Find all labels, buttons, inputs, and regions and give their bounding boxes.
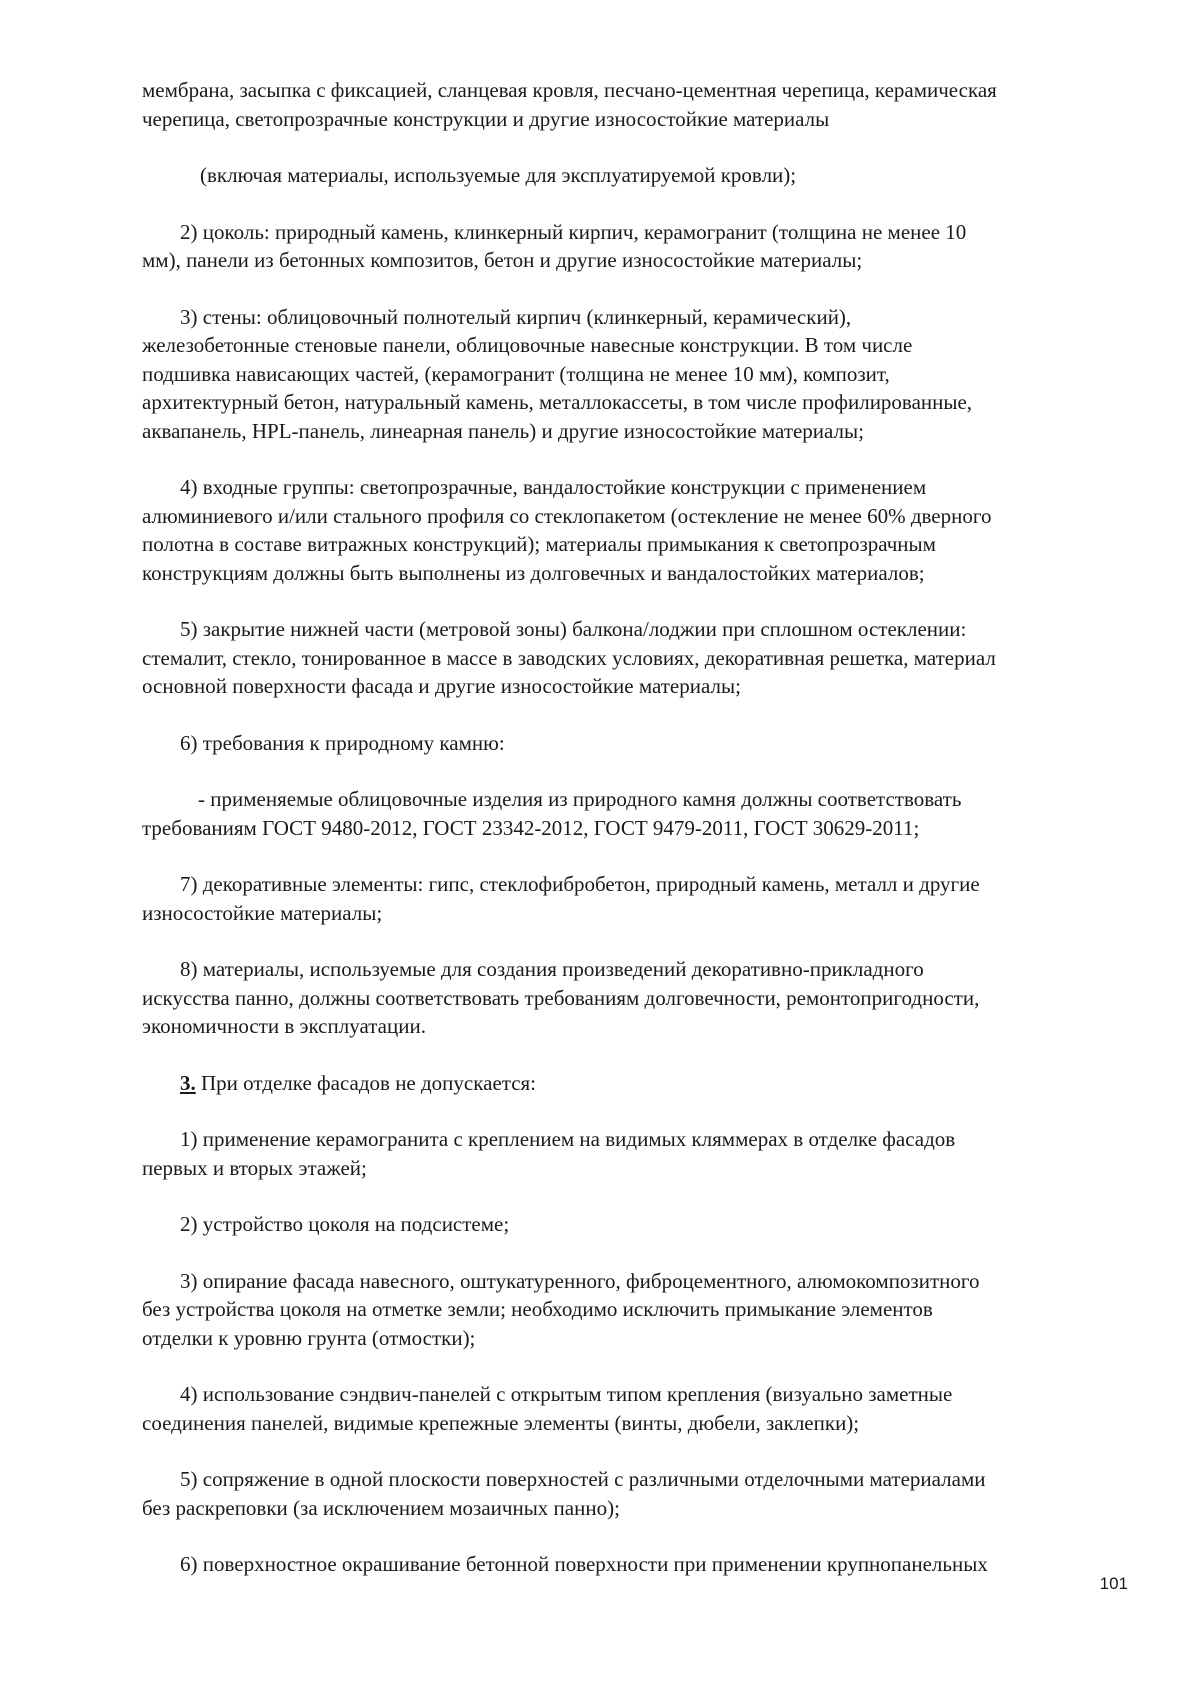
text-line: 3) стены: облицовочный полнотелый кирпич (клинкерный, керамический),: [180, 304, 852, 329]
text-line: 1) применение керамогранита с креплением на видимых кляммерах в отделке фасадов: [180, 1127, 956, 1151]
list-item-panel-art-materials: [142, 955, 1142, 1041]
text-line: 8) материалы, используемые для создания произведений декоративно-прикладного: [180, 957, 924, 981]
list-item-stone-standards: [142, 785, 1142, 842]
text-line: полотна в составе витражных конструкций); материалы примыкания к светопрозрачным: [142, 532, 936, 556]
prohibited-item-porcelain-clamps: [142, 1125, 1142, 1182]
text-line: - применяемые облицовочные изделия из природного камня должны соответствовать: [198, 787, 962, 811]
prohibited-item-sandwich-panels: [142, 1380, 1142, 1437]
prohibited-item-surface-junction: [142, 1465, 1142, 1522]
text-line: аквапанель, HPL-панель, линеарная панель) и другие износостойкие материалы;: [142, 418, 864, 443]
text-line: без раскреповки (за исключением мозаичных панно);: [142, 1495, 620, 1520]
text-line: соединения панелей, видимые крепежные элементы (винты, дюбели, заклепки);: [142, 1410, 860, 1435]
text-line: мембрана, засыпка с фиксацией, сланцевая кровля, песчано-цементная черепица, керамическая: [142, 78, 997, 102]
text-line: 2) цоколь: природный камень, клинкерный кирпич, керамогранит (толщина не менее 10: [180, 219, 967, 244]
text-line: требованиям ГОСТ 9480-2012, ГОСТ 23342-2012, ГОСТ 9479-2011, ГОСТ 30629-2011;: [142, 815, 920, 840]
list-item-decorative-elements: [142, 870, 1142, 927]
text-line: конструкциям должны быть выполнены из долговечных и вандалостойких материалов;: [142, 560, 925, 585]
text-line: 5) закрытие нижней части (метровой зоны) балкона/лоджии при сплошном остеклении:: [180, 617, 967, 641]
paragraph-roofing-materials: [142, 76, 1142, 133]
document-body: [142, 76, 1142, 1607]
section-heading-line: [142, 1069, 1142, 1098]
text-line: подшивка нависающих частей, (керамогранит (толщина не менее 10 мм), композит,: [142, 361, 890, 386]
text-line: искусства панно, должны соответствовать требованиям долговечности, ремонтопригодности,: [142, 985, 980, 1010]
text-line: 5) сопряжение в одной плоскости поверхностей с различными отделочными материалами: [180, 1467, 986, 1491]
list-item-balcony-closure: [142, 615, 1142, 701]
list-item-natural-stone: [142, 729, 1142, 758]
text-line: алюминиевого и/или стального профиля со стеклопакетом (остекление не менее 60% дверного: [142, 503, 992, 528]
prohibited-item-plinth-subsystem: [142, 1210, 1142, 1239]
page-number: 101: [1099, 1574, 1128, 1593]
list-item-entrance-groups: [142, 473, 1142, 587]
text-line: архитектурный бетон, натуральный камень, металлокассеты, в том числе профилированные,: [142, 390, 973, 414]
text-line: 6) поверхностное окрашивание бетонной поверхности при применении крупнопанельных: [180, 1552, 988, 1576]
text-line: износостойкие материалы;: [142, 900, 383, 925]
text-line: (включая материалы, используемые для эксплуатируемой кровли);: [200, 163, 797, 187]
text-line: экономичности в эксплуатации.: [142, 1014, 426, 1038]
section-heading: [142, 1069, 1142, 1098]
text-line: отделки к уровню грунта (отмостки);: [142, 1325, 476, 1350]
text-line: черепица, светопрозрачные конструкции и другие износостойкие материалы: [142, 106, 830, 131]
list-item-walls: [142, 303, 1142, 446]
text-line: 2) устройство цоколя на подсистеме;: [180, 1212, 510, 1236]
section-title: При отделке фасадов не допускается:: [195, 1070, 537, 1095]
text-line: без устройства цоколя на отметке земли; необходимо исключить примыкание элементов: [142, 1297, 933, 1321]
section-number: 3.: [180, 1070, 196, 1095]
text-line: 4) использование сэндвич-панелей с открытым типом крепления (визуально заметные: [180, 1382, 953, 1406]
paragraph-roofing-note: [142, 161, 1142, 190]
text-line: железобетонные стеновые панели, облицовочные навесные конструкции. В том числе: [142, 333, 913, 357]
text-line: мм), панели из бетонных композитов, бетон и другие износостойкие материалы;: [142, 248, 863, 272]
text-line: 3) опирание фасада навесного, оштукатуренного, фиброцементного, алюмокомпозитного: [180, 1268, 980, 1293]
prohibited-item-facade-support: [142, 1267, 1142, 1353]
text-line: 6) требования к природному камню:: [180, 730, 505, 755]
text-line: 4) входные группы: светопрозрачные, вандалостойкие конструкции с применением: [180, 475, 927, 499]
text-line: первых и вторых этажей;: [142, 1155, 367, 1180]
text-line: основной поверхности фасада и другие износостойкие материалы;: [142, 674, 741, 698]
list-item-plinth: [142, 218, 1142, 275]
text-line: 7) декоративные элементы: гипс, стеклофибробетон, природный камень, металл и другие: [180, 872, 980, 896]
prohibited-item-concrete-painting: [142, 1550, 1142, 1579]
text-line: стемалит, стекло, тонированное в массе в заводских условиях, декоративная решетка, материал: [142, 645, 996, 670]
